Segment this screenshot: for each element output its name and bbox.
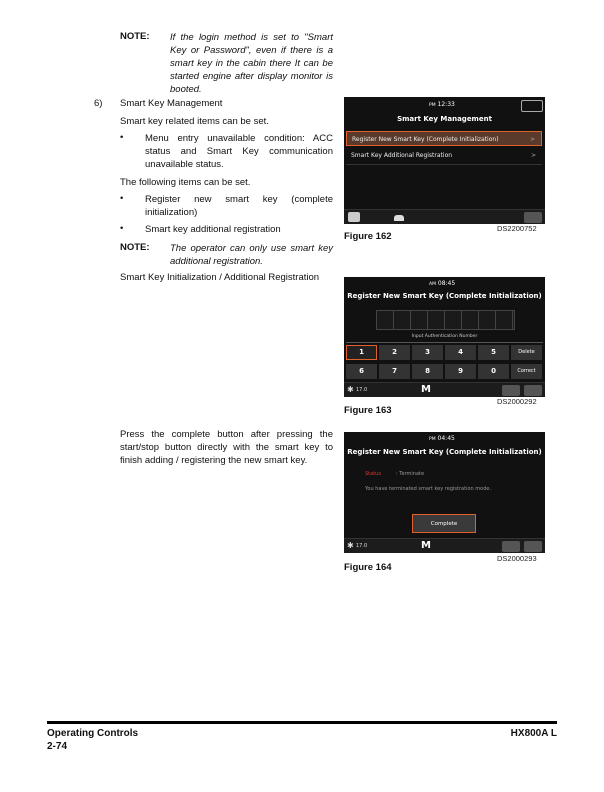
bullet-marker: •	[120, 193, 124, 204]
status-value: : Terminate	[396, 471, 425, 477]
figure-caption: Figure 163	[344, 405, 392, 416]
divider	[346, 164, 542, 165]
time-prefix: AM	[429, 282, 436, 287]
correct-button[interactable]: Correct	[511, 364, 542, 379]
status-message: You have terminated smart key registration mode.	[365, 486, 492, 492]
clock	[429, 101, 455, 108]
bullet-text: Menu entry unavailable condition: ACC status and Smart Key communication unavailable status.	[145, 133, 333, 170]
page-number: 2-74	[47, 741, 68, 752]
note-label: NOTE:	[120, 242, 150, 253]
camera-button[interactable]	[524, 541, 542, 552]
fan-icon: ✱	[347, 385, 354, 394]
bullet-marker: •	[120, 132, 124, 143]
camera-button[interactable]	[524, 212, 542, 223]
chevron-right-icon: >	[529, 136, 535, 143]
auth-number-input[interactable]	[376, 310, 515, 330]
complete-button[interactable]: Complete	[412, 514, 476, 533]
clock	[429, 435, 455, 442]
screen-title: Smart Key Management	[397, 115, 492, 123]
figure-code: DS2000293	[497, 554, 537, 563]
paragraph: Smart Key Initialization / Additional Registration	[120, 272, 320, 283]
key-4[interactable]: 4	[445, 345, 476, 360]
key-0[interactable]: 0	[478, 364, 509, 379]
status-label: Status	[365, 471, 381, 477]
note-text: If the login method is set to "Smart Key or Password", even if there is a smart key in the cabin there It can be started engine after display monitor is booted.	[170, 32, 333, 95]
status-icons	[521, 100, 543, 112]
key-2[interactable]: 2	[379, 345, 410, 360]
fan-icon: ✱	[347, 541, 354, 550]
status-value: 17.0	[356, 543, 368, 549]
divider	[346, 342, 543, 343]
operator-icon	[348, 212, 360, 222]
paragraph: Smart key related items can be set.	[120, 116, 269, 127]
time: 08:45	[437, 280, 456, 287]
figure-163-screen	[344, 277, 545, 397]
key-8[interactable]: 8	[412, 364, 443, 379]
menu-item-label: Register New Smart Key (Complete Initialization)	[352, 136, 499, 143]
bullet-text-content: Register new smart key (complete initialization)	[145, 194, 333, 218]
status-value: 17.0	[356, 387, 368, 393]
section-title: Smart Key Management	[120, 98, 223, 109]
input-label: Input Authentication Number	[411, 334, 478, 339]
camera-button[interactable]	[524, 385, 542, 396]
delete-button[interactable]: Delete	[511, 345, 542, 360]
figure-caption: Figure 164	[344, 562, 392, 573]
key-5[interactable]: 5	[478, 345, 509, 360]
model-name: HX800A L	[510, 728, 557, 739]
figure-164-screen	[344, 432, 545, 553]
chevron-right-icon: >	[530, 152, 536, 159]
figure-code: DS2000292	[497, 397, 537, 406]
note-label: NOTE:	[120, 31, 150, 42]
menu-item-additional[interactable]	[346, 148, 542, 163]
figure-code: DS2200752	[497, 224, 537, 233]
clock	[429, 280, 455, 287]
paragraph: The following items can be set.	[120, 177, 251, 188]
mode-indicator: M	[421, 540, 431, 551]
menu-item-register-new[interactable]	[346, 131, 542, 146]
time: 04:45	[437, 435, 455, 442]
figure-162-screen	[344, 97, 545, 224]
footer-section: Operating Controls	[47, 728, 139, 739]
bottom-status-bar	[344, 382, 545, 397]
screen-title: Register New Smart Key (Complete Initialization)	[347, 292, 542, 300]
bullet-marker: •	[120, 223, 124, 234]
section-number: 6)	[94, 98, 103, 109]
bottom-status-bar	[344, 209, 545, 224]
footer-rule	[47, 721, 557, 724]
time: 12:33	[437, 101, 455, 108]
key-7[interactable]: 7	[379, 364, 410, 379]
keyboard-button[interactable]	[502, 541, 520, 552]
time-prefix: PM	[429, 437, 436, 442]
keyboard-button[interactable]	[502, 385, 520, 396]
note-text: The operator can only use smart key additional registration.	[170, 243, 333, 267]
key-3[interactable]: 3	[412, 345, 443, 360]
key-9[interactable]: 9	[445, 364, 476, 379]
figure-caption: Figure 162	[344, 231, 392, 242]
screen-title: Register New Smart Key (Complete Initialization)	[347, 448, 542, 456]
key-1[interactable]: 1	[346, 345, 377, 360]
key-6[interactable]: 6	[346, 364, 377, 379]
mode-indicator: M	[421, 384, 431, 395]
machine-icon	[394, 215, 404, 221]
time-prefix: PM	[429, 103, 436, 108]
paragraph: Press the complete button after pressing the start/stop button directly with the smart key to finish adding / registering the new smart key.	[120, 429, 333, 466]
bullet-text	[145, 193, 333, 219]
menu-item-label: Smart Key Additional Registration	[351, 152, 453, 159]
bottom-status-bar	[344, 538, 545, 553]
bullet-text: Smart key additional registration	[145, 224, 281, 235]
